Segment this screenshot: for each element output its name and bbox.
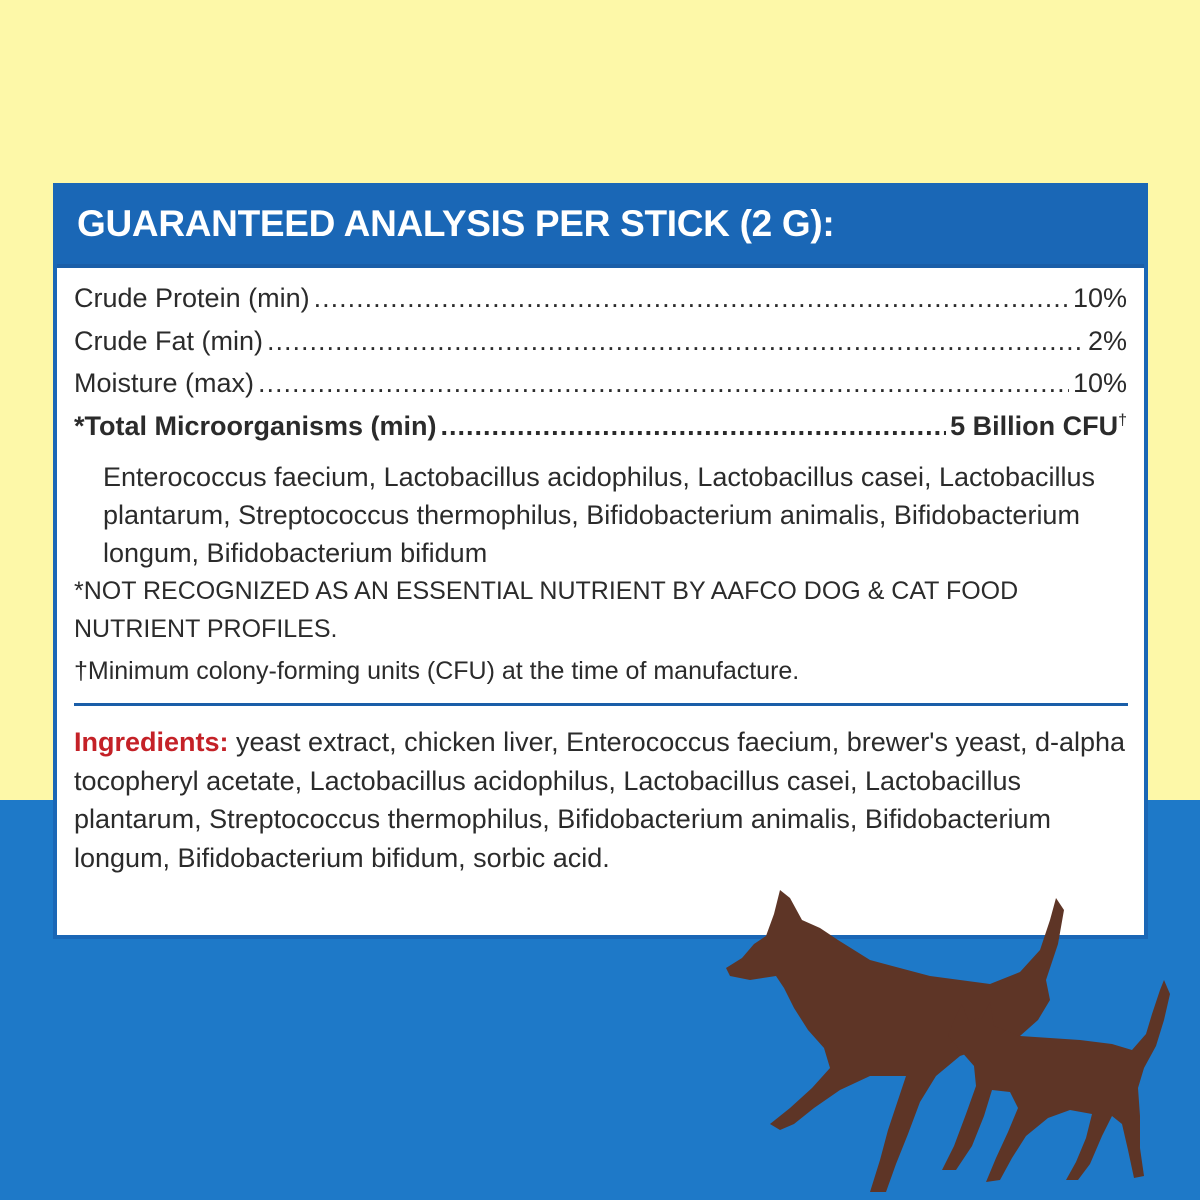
cfu-note: †Minimum colony-forming units (CFU) at the time of manufacture. <box>74 657 800 685</box>
strain-list: Enterococcus faecium, Lactobacillus acidophilus, Lactobacillus casei, Lactobacillus plantarum, Streptococcus thermophilus, Bifidobacterium animalis, Bifidobacterium longum, Bifidobacterium bifidum <box>103 462 1096 568</box>
row-label: Crude Protein (min) <box>74 283 310 313</box>
leader-dots <box>258 368 1069 399</box>
aafco-note: *NOT RECOGNIZED AS AN ESSENTIAL NUTRIENT BY AAFCO DOG & CAT FOOD NUTRIENT PROFILES. <box>74 577 1019 643</box>
analysis-row-crude-fat <box>74 326 1127 366</box>
analysis-row-moisture <box>74 368 1127 408</box>
leader-dots <box>267 326 1084 357</box>
row-label: Crude Fat (min) <box>74 326 264 356</box>
pets-illustration <box>720 880 1180 1200</box>
analysis-row-microorganisms <box>74 411 1127 451</box>
row-value: 10% <box>1072 368 1127 398</box>
dagger-mark: † <box>1118 412 1127 429</box>
panel-title: GUARANTEED ANALYSIS PER STICK (2 G): <box>77 203 835 244</box>
leader-dots <box>441 411 947 442</box>
row-label: *Total Microorganisms (min) <box>74 411 437 441</box>
row-value: 5 Billion CFU† <box>950 411 1127 441</box>
panel-header <box>57 187 1144 268</box>
guaranteed-analysis-panel <box>53 183 1148 939</box>
row-value: 10% <box>1072 283 1127 313</box>
ingredients-label: Ingredients: <box>74 727 229 757</box>
divider <box>74 703 1128 706</box>
row-label: Moisture (max) <box>74 368 255 398</box>
analysis-row-crude-protein <box>74 283 1127 323</box>
row-value: 2% <box>1087 326 1127 356</box>
ingredients-paragraph <box>74 723 1134 877</box>
leader-dots <box>314 283 1069 314</box>
ingredients-text: yeast extract, chicken liver, Enterococcus faecium, brewer's yeast, d-alpha tocopheryl acetate, Lactobacillus acidophilus, Lactobacillus casei, Lactobacillus plantarum, Streptococcus thermophilus, Bifidobacterium animalis, Bifidobacterium longum, Bifidobacterium bifidum, sorbic acid. <box>74 727 1126 873</box>
